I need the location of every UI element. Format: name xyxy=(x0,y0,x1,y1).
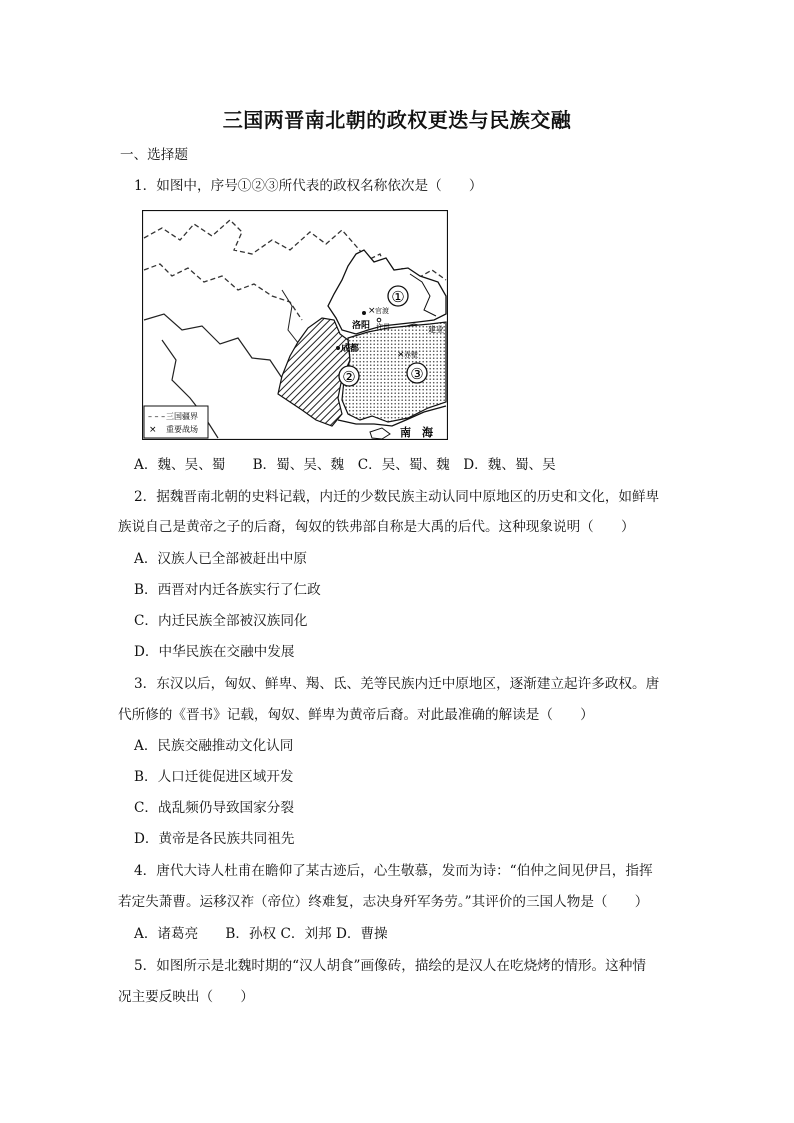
city-jianye: 建业 xyxy=(428,325,444,334)
three-kingdoms-map xyxy=(142,210,448,440)
question-2-option-d: D．中华民族在交融中发展 xyxy=(134,644,295,660)
svg-text:×: × xyxy=(397,350,405,360)
legend-battle-mark: × xyxy=(149,425,157,435)
city-chengdu: 成都 xyxy=(341,344,360,354)
question-3-option-c: C．战乱频仍导致国家分裂 xyxy=(134,800,294,816)
page-title: 三国两晋南北朝的政权更迭与民族交融 xyxy=(222,108,572,132)
question-5-line2: 况主要反映出（ ） xyxy=(118,989,254,1005)
question-3-option-d: D．黄帝是各民族共同祖先 xyxy=(134,831,295,847)
question-3-line1: 3．东汉以后，匈奴、鲜卑、羯、氐、羌等民族内迁中原地区，逐渐建立起许多政权。唐 xyxy=(134,676,660,692)
question-4-options: A．诸葛亮 B．孙权 C．刘邦 D．曹操 xyxy=(134,926,388,942)
question-3-option-a: A．民族交融推动文化认同 xyxy=(134,738,294,754)
question-2-option-c: C．内迁民族全部被汉族同化 xyxy=(134,613,308,629)
question-4-line2: 若定失萧曹。运移汉祚（帝位）终难复，志决身歼军务劳。”其评价的三国人物是（ ） xyxy=(118,894,649,910)
city-guandu: 官渡 xyxy=(375,307,389,315)
circle-3-label: ③ xyxy=(410,365,424,383)
question-2-line2: 族说自己是黄帝之子的后裔，匈奴的铁弗部自称是大禹的后代。这种现象说明（ ） xyxy=(118,519,635,535)
question-5-line1: 5．如图所示是北魏时期的“汉人胡食”画像砖，描绘的是汉人在吃烧烤的情形。这种情 xyxy=(134,958,646,974)
question-1-options: A．魏、吴、蜀 B．蜀、吴、魏 C．吴、蜀、魏 D．魏、蜀、吴 xyxy=(134,457,556,473)
question-2-option-b: B．西晋对内迁各族实行了仁政 xyxy=(134,582,321,598)
south-sea-label: 南 海 xyxy=(400,426,433,439)
question-1-stem: 1．如图中，序号①②③所代表的政权名称依次是（ ） xyxy=(134,178,483,194)
question-2-option-a: A．汉族人已全部被赶出中原 xyxy=(134,551,307,567)
question-3-line2: 代所修的《晋书》记载，匈奴、鲜卑为黄帝后裔。对此最准确的解读是（ ） xyxy=(118,707,594,723)
city-luoyang: 洛阳 xyxy=(352,321,371,331)
question-4-line1: 4．唐代大诗人杜甫在瞻仰了某古迹后，心生敬慕，发而为诗：“伯仲之间见伊吕，指挥 xyxy=(134,863,653,879)
legend-border-mark: – – – xyxy=(148,412,166,421)
circle-1-label: ① xyxy=(391,288,405,306)
question-3-option-b: B．人口迁徙促进区域开发 xyxy=(134,769,294,785)
svg-text:×: × xyxy=(368,306,376,316)
city-xuchang: 许昌 xyxy=(376,323,390,331)
circle-2-label: ② xyxy=(342,368,356,386)
legend-border-label: 三国疆界 xyxy=(166,412,198,421)
city-chibi: 赤壁 xyxy=(404,351,418,359)
legend-battle-label: 重要战场 xyxy=(166,425,198,434)
section-heading: 一、选择题 xyxy=(120,147,188,163)
question-2-line1: 2．据魏晋南北朝的史料记载，内迁的少数民族主动认同中原地区的历史和文化，如鲜卑 xyxy=(134,489,660,505)
